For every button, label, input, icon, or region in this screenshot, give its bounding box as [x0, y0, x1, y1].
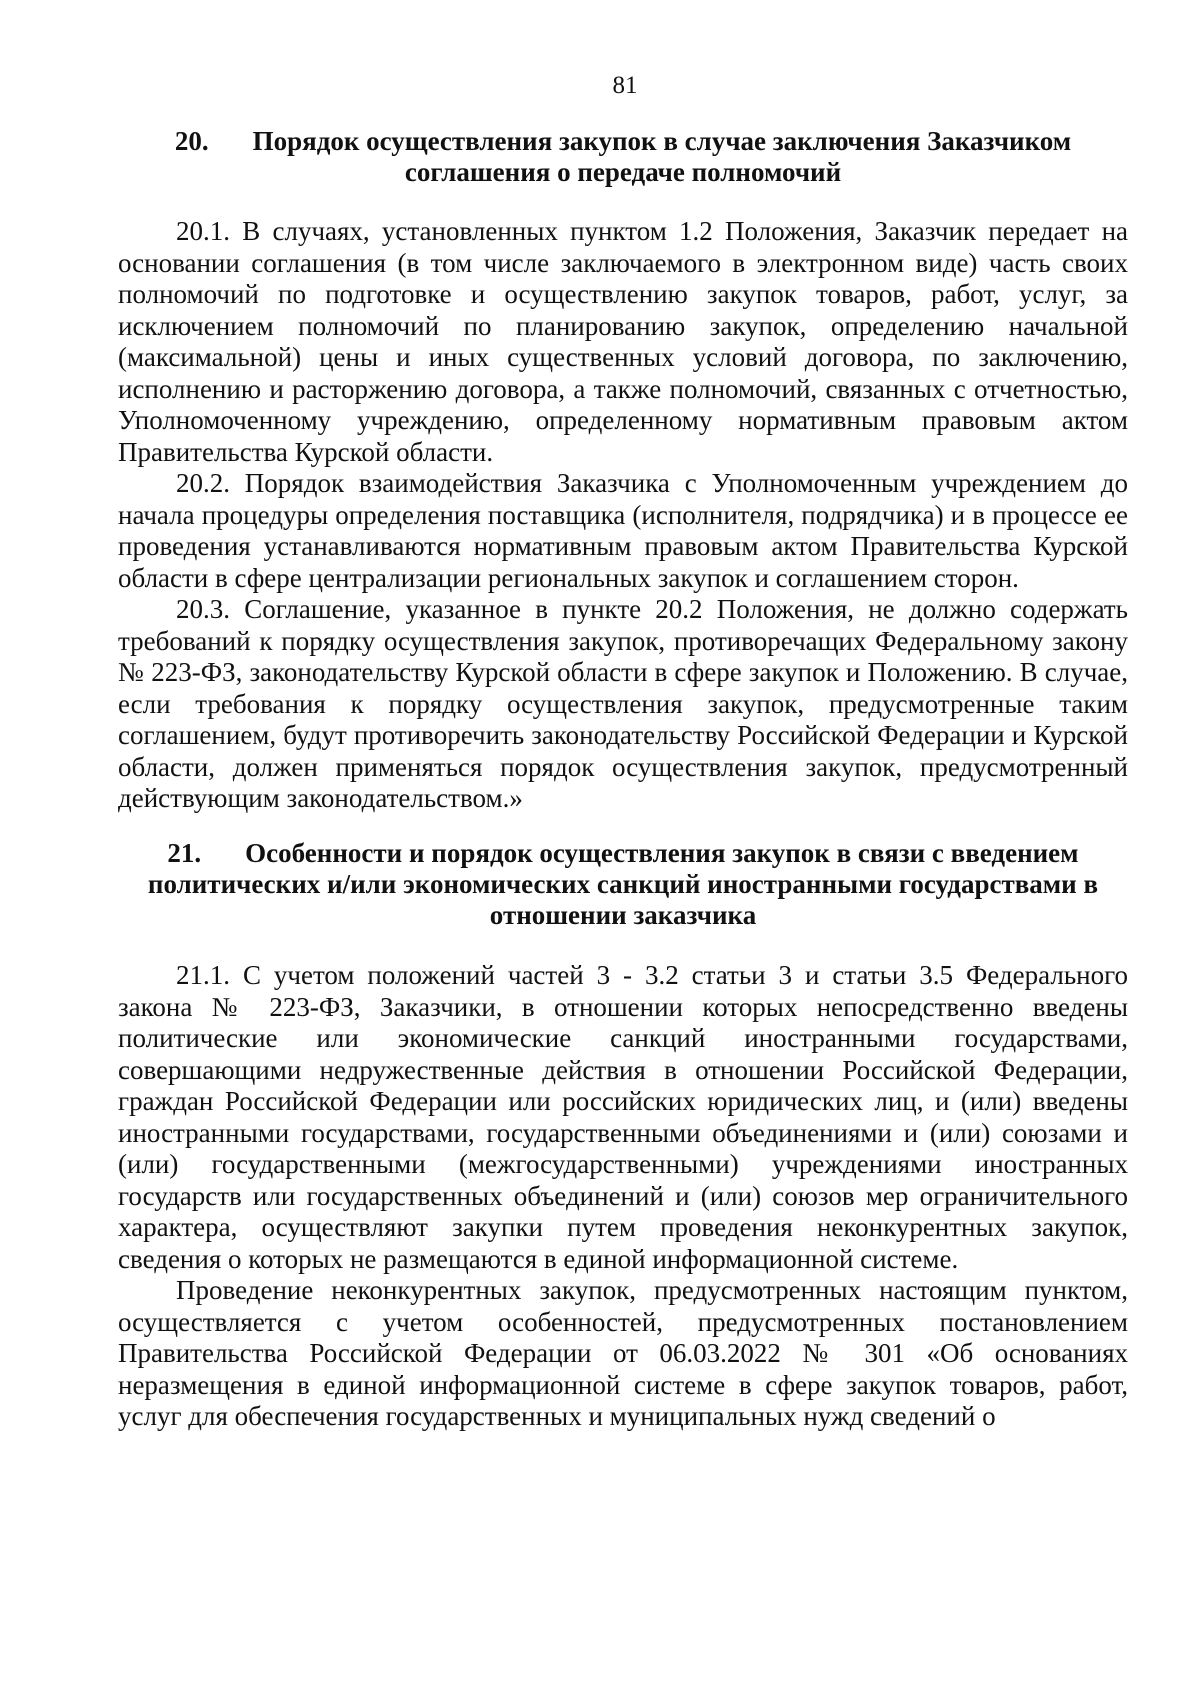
- section-21-number: 21.: [167, 838, 202, 868]
- page-number: 81: [612, 72, 638, 99]
- section-20-body: [118, 216, 1128, 815]
- paragraph-20-3: 20.3. Соглашение, указанное в пункте 20.2 Положения, не должно содержать требований к порядку осуществления закупок, противоречащих Федеральному закону № 223-ФЗ, законодательству Курской области в сфере закупок и Положению. В случае, если требования к порядку осуществления закупок, предусмотренные таким соглашением, будут противоречить законодательству Российской Федерации и Курской области, должен применяться порядок осуществления закупок, предусмотренный действующим законодательством.»: [118, 594, 1128, 813]
- section-21-title: Особенности и порядок осуществления закупок в связи с введением политических и/или экономических санкций иностранными государствами в отношении заказчика: [147, 838, 1099, 930]
- section-20-heading: [118, 126, 1128, 188]
- section-20-number: 20.: [174, 126, 209, 156]
- section-21-body: [118, 960, 1128, 1433]
- section-21-heading: [118, 838, 1128, 931]
- paragraph-20-1: 20.1. В случаях, установленных пунктом 1.2 Положения, Заказчик передает на основании соглашения (в том числе заключаемого в электронном виде) часть своих полномочий по подготовке и осуществлению закупок товаров, работ, услуг, за исключением полномочий по планированию закупок, определению начальной (максимальной) цены и иных существенных условий договора, по заключению, исполнению и расторжению договора, а также полномочий, связанных с отчетностью, Уполномоченному учреждению, определенному нормативным правовым актом Правительства Курской области.: [118, 216, 1128, 467]
- section-20-title: Порядок осуществления закупок в случае заключения Заказчиком соглашения о передаче полномочий: [252, 126, 1072, 187]
- paragraph-21-1-continued: Проведение неконкурентных закупок, предусмотренных настоящим пунктом, осуществляется с учетом особенностей, предусмотренных постановлением Правительства Российской Федерации от 06.03.2022 № 301 «Об основаниях неразмещения в единой информационной системе в сфере закупок товаров, работ, услуг для обеспечения государственных и муниципальных нужд сведений о: [118, 1275, 1128, 1431]
- paragraph-21-1: 21.1. С учетом положений частей 3 - 3.2 статьи 3 и статьи 3.5 Федерального закона № 223-ФЗ, Заказчики, в отношении которых непосредственно введены политические или экономические санкций иностранными государствами, совершающими недружественные действия в отношении Российской Федерации, граждан Российской Федерации или российских юридических лиц, и (или) введены иностранными государствами, государственными объединениями и (или) союзами и (или) государственными (межгосударственными) учреждениями иностранных государств или государственных объединений и (или) союзов мер ограничительного характера, осуществляют закупки путем проведения неконкурентных закупок, сведения о которых не размещаются в единой информационной системе.: [118, 960, 1128, 1274]
- paragraph-20-2: 20.2. Порядок взаимодействия Заказчика с Уполномоченным учреждением до начала процедуры определения поставщика (исполнителя, подрядчика) и в процессе ее проведения устанавливаются нормативным правовым актом Правительства Курской области в сфере централизации региональных закупок и соглашением сторон.: [118, 468, 1128, 593]
